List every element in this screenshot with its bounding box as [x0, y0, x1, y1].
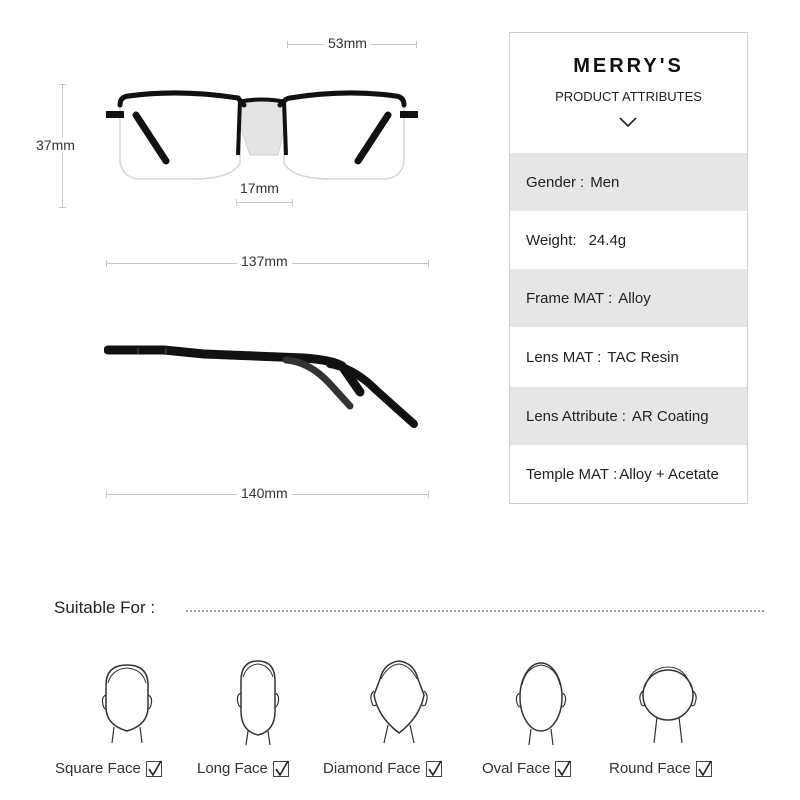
attribute-row-lens-attribute: [510, 387, 747, 445]
attribute-label: Lens MAT: [526, 348, 594, 366]
glasses-front-view: [100, 85, 425, 185]
checkbox-checked-icon[interactable]: [273, 761, 289, 777]
attribute-row-weight: [510, 211, 747, 269]
attribute-row-gender: [510, 153, 747, 211]
attribute-label: Gender: [526, 173, 577, 191]
checkbox-checked-icon[interactable]: [146, 761, 162, 777]
temple-length-label: 140mm: [237, 485, 292, 501]
lens-height-tick-top: [59, 84, 66, 85]
face-label-text: Long Face: [197, 760, 268, 777]
face-label-text: Diamond Face: [323, 760, 421, 777]
attribute-value: Men: [590, 173, 620, 191]
round-face-icon: [623, 655, 713, 745]
lens-height-label: 37mm: [32, 137, 79, 153]
lens-width-tick-right: [416, 41, 417, 48]
square-face-icon: [82, 655, 172, 745]
temple-length-tick-right: [428, 491, 429, 498]
lens-height-tick-bottom: [59, 207, 66, 208]
attribute-separator: :: [621, 407, 626, 425]
attribute-value: AR Coating: [631, 407, 709, 425]
lens-width-label: 53mm: [324, 35, 371, 51]
diamond-face-icon: [354, 655, 444, 745]
attribute-label: Lens Attribute: [526, 407, 618, 425]
face-label-text: Round Face: [609, 760, 691, 777]
bridge-label: 17mm: [236, 180, 283, 196]
attribute-value: TAC Resin: [607, 348, 679, 366]
checkbox-checked-icon[interactable]: [426, 761, 442, 777]
face-option-long[interactable]: [197, 760, 289, 777]
dotted-divider: [186, 610, 764, 612]
oval-face-icon: [496, 655, 586, 745]
attribute-value: Alloy: [618, 289, 651, 307]
panel-subtitle: PRODUCT ATTRIBUTES: [555, 89, 702, 104]
product-attributes-panel: [509, 32, 748, 504]
checkbox-checked-icon[interactable]: [696, 761, 712, 777]
attribute-separator: :: [613, 465, 618, 483]
checkbox-checked-icon[interactable]: [555, 761, 571, 777]
frame-width-tick-left: [106, 260, 107, 267]
glasses-side-view: [104, 340, 424, 440]
long-face-icon: [213, 655, 303, 745]
attribute-separator: :: [608, 289, 613, 307]
face-label-text: Square Face: [55, 760, 141, 777]
face-option-oval[interactable]: [482, 760, 571, 777]
attribute-separator: :: [580, 173, 585, 191]
frame-width-label: 137mm: [237, 253, 292, 269]
suitable-for-title: Suitable For :: [54, 598, 156, 617]
face-label-text: Oval Face: [482, 760, 551, 777]
attribute-row-lens-mat: [510, 327, 747, 387]
attribute-row-temple-mat: [510, 445, 747, 503]
face-option-square[interactable]: [55, 760, 162, 777]
bridge-tick-left: [236, 199, 237, 206]
attribute-value: 24.4g: [588, 231, 627, 249]
attribute-value: Alloy + Acetate: [619, 465, 719, 483]
temple-length-tick-left: [106, 491, 107, 498]
attribute-label: Frame MAT: [526, 289, 605, 307]
attribute-label: Weight:: [526, 231, 577, 249]
attribute-row-frame-mat: [510, 269, 747, 327]
frame-width-tick-right: [428, 260, 429, 267]
bridge-tick-right: [292, 199, 293, 206]
chevron-down-icon: [618, 115, 638, 129]
bridge-guide: [236, 202, 293, 203]
lens-width-tick-left: [287, 41, 288, 48]
attribute-separator: :: [597, 348, 602, 366]
face-option-diamond[interactable]: [323, 760, 442, 777]
brand-logo: MERRY'S: [573, 55, 684, 77]
attribute-label: Temple MAT: [526, 465, 610, 483]
face-option-round[interactable]: [609, 760, 712, 777]
